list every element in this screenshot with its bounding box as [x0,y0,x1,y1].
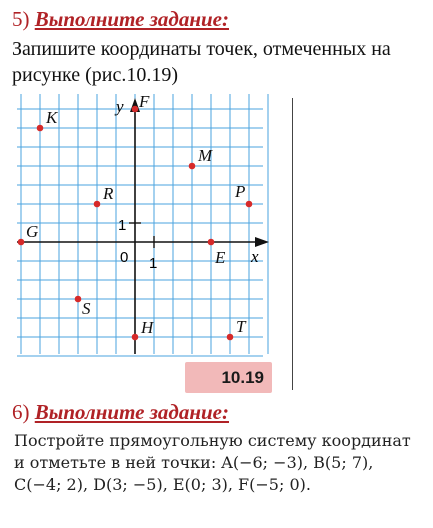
divider-line [292,98,293,390]
point-label-F: F [139,92,150,111]
y-unit-label: 1 [118,217,127,234]
x-axis-label: x [251,247,259,266]
point-label-T: T [236,317,246,336]
grid [17,94,268,356]
task-5-text: Запишите координаты точек, отмеченных на рисунке (рис.10.19) [12,38,391,86]
task-6-number: 6) [12,400,30,424]
axes [17,97,269,354]
task-6-text [14,430,424,496]
point-E [208,239,215,246]
point-T [227,334,234,341]
x-unit-label: 1 [149,255,158,272]
point-label-S: S [82,299,91,318]
point-S [75,296,82,303]
point-M [189,163,196,170]
task-6-line-2: и отметьте в ней точки: A(−6; −3), B(5; 7), [14,453,374,472]
task-6-heading [12,400,229,425]
point-label-R: R [103,184,114,203]
origin-label: 0 [120,249,129,266]
point-label-E: E [215,248,226,267]
point-label-G: G [26,222,39,241]
point-R [94,201,101,208]
x-axis-arrow [255,237,269,247]
point-label-H: H [141,318,154,337]
point-label-K: K [46,108,58,127]
task-6-line-1: Постройте прямоугольную систему координат [14,431,411,450]
task-5-title: Выполните задание: [34,7,229,31]
point-label-M: M [198,146,213,165]
point-H [132,334,139,341]
point-P [246,201,253,208]
point-F [132,106,139,113]
figure-number-badge [185,362,272,393]
task-5-heading [12,7,229,32]
point-label-P: P [235,182,246,201]
point-K [37,125,44,132]
task-5-number: 5) [12,7,30,31]
point-G [18,239,25,246]
y-axis-label: y [116,97,124,116]
task-6-title: Выполните задание: [34,400,229,424]
coordinate-figure [15,92,275,357]
task-6-line-3: C(−4; 2), D(3; −5), E(0; 3), F(−5; 0). [14,475,311,494]
figure-number: 10.19 [221,368,264,387]
